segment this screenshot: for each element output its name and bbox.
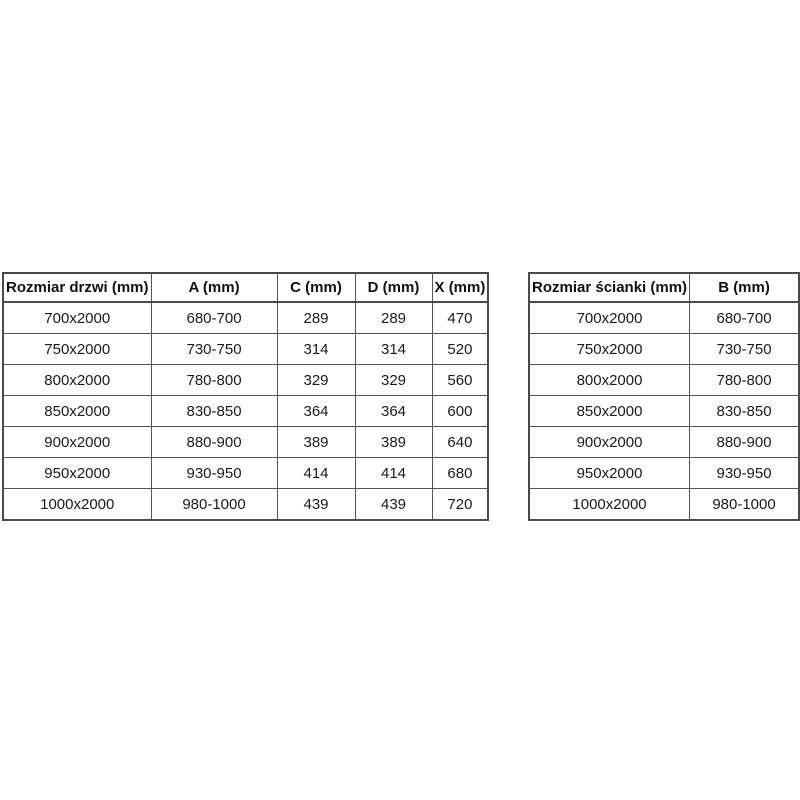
table-row <box>529 396 799 427</box>
table-cell: 1000x2000 <box>3 489 151 521</box>
table-cell: 780-800 <box>151 365 277 396</box>
header-row <box>3 273 488 302</box>
table-row <box>3 302 488 334</box>
table-cell: 289 <box>355 302 432 334</box>
table-cell: 560 <box>432 365 488 396</box>
column-header: D (mm) <box>355 273 432 302</box>
column-header: X (mm) <box>432 273 488 302</box>
table-row <box>529 302 799 334</box>
table-row <box>3 489 488 521</box>
table-cell: 680 <box>432 458 488 489</box>
table-cell: 720 <box>432 489 488 521</box>
table-cell: 800x2000 <box>529 365 690 396</box>
table-cell: 640 <box>432 427 488 458</box>
table-cell: 329 <box>355 365 432 396</box>
table-cell: 880-900 <box>690 427 799 458</box>
table-cell: 930-950 <box>151 458 277 489</box>
table-cell: 730-750 <box>151 334 277 365</box>
table-cell: 780-800 <box>690 365 799 396</box>
table-cell: 364 <box>355 396 432 427</box>
table-cell: 520 <box>432 334 488 365</box>
table-row <box>529 365 799 396</box>
table-cell: 980-1000 <box>151 489 277 521</box>
table-cell: 364 <box>277 396 355 427</box>
table-cell: 830-850 <box>151 396 277 427</box>
table-row <box>3 458 488 489</box>
table-cell: 950x2000 <box>3 458 151 489</box>
table-cell: 470 <box>432 302 488 334</box>
table-cell: 439 <box>355 489 432 521</box>
table-cell: 950x2000 <box>529 458 690 489</box>
wall-size-table <box>528 272 800 521</box>
table-cell: 850x2000 <box>3 396 151 427</box>
table-cell: 414 <box>355 458 432 489</box>
table-row <box>529 458 799 489</box>
table-cell: 980-1000 <box>690 489 799 521</box>
table-cell: 880-900 <box>151 427 277 458</box>
table-cell: 314 <box>277 334 355 365</box>
table-cell: 389 <box>355 427 432 458</box>
table-row <box>3 334 488 365</box>
table-cell: 700x2000 <box>529 302 690 334</box>
table-cell: 930-950 <box>690 458 799 489</box>
column-header: B (mm) <box>690 273 799 302</box>
column-header: Rozmiar ścianki (mm) <box>529 273 690 302</box>
table-cell: 389 <box>277 427 355 458</box>
table-cell: 314 <box>355 334 432 365</box>
column-header: A (mm) <box>151 273 277 302</box>
door-size-table <box>2 272 489 521</box>
table-cell: 289 <box>277 302 355 334</box>
table-cell: 600 <box>432 396 488 427</box>
table-cell: 329 <box>277 365 355 396</box>
table-row <box>529 427 799 458</box>
table-cell: 750x2000 <box>3 334 151 365</box>
table-cell: 900x2000 <box>3 427 151 458</box>
column-header: Rozmiar drzwi (mm) <box>3 273 151 302</box>
table-cell: 730-750 <box>690 334 799 365</box>
table-cell: 414 <box>277 458 355 489</box>
table-row <box>529 334 799 365</box>
table-cell: 850x2000 <box>529 396 690 427</box>
table-cell: 680-700 <box>151 302 277 334</box>
table-cell: 800x2000 <box>3 365 151 396</box>
column-header: C (mm) <box>277 273 355 302</box>
table-row <box>3 365 488 396</box>
table-cell: 700x2000 <box>3 302 151 334</box>
table-row <box>3 396 488 427</box>
table-row <box>529 489 799 521</box>
table-cell: 830-850 <box>690 396 799 427</box>
table-cell: 439 <box>277 489 355 521</box>
table-cell: 680-700 <box>690 302 799 334</box>
table-cell: 750x2000 <box>529 334 690 365</box>
table-cell: 900x2000 <box>529 427 690 458</box>
table-row <box>3 427 488 458</box>
header-row <box>529 273 799 302</box>
table-cell: 1000x2000 <box>529 489 690 521</box>
